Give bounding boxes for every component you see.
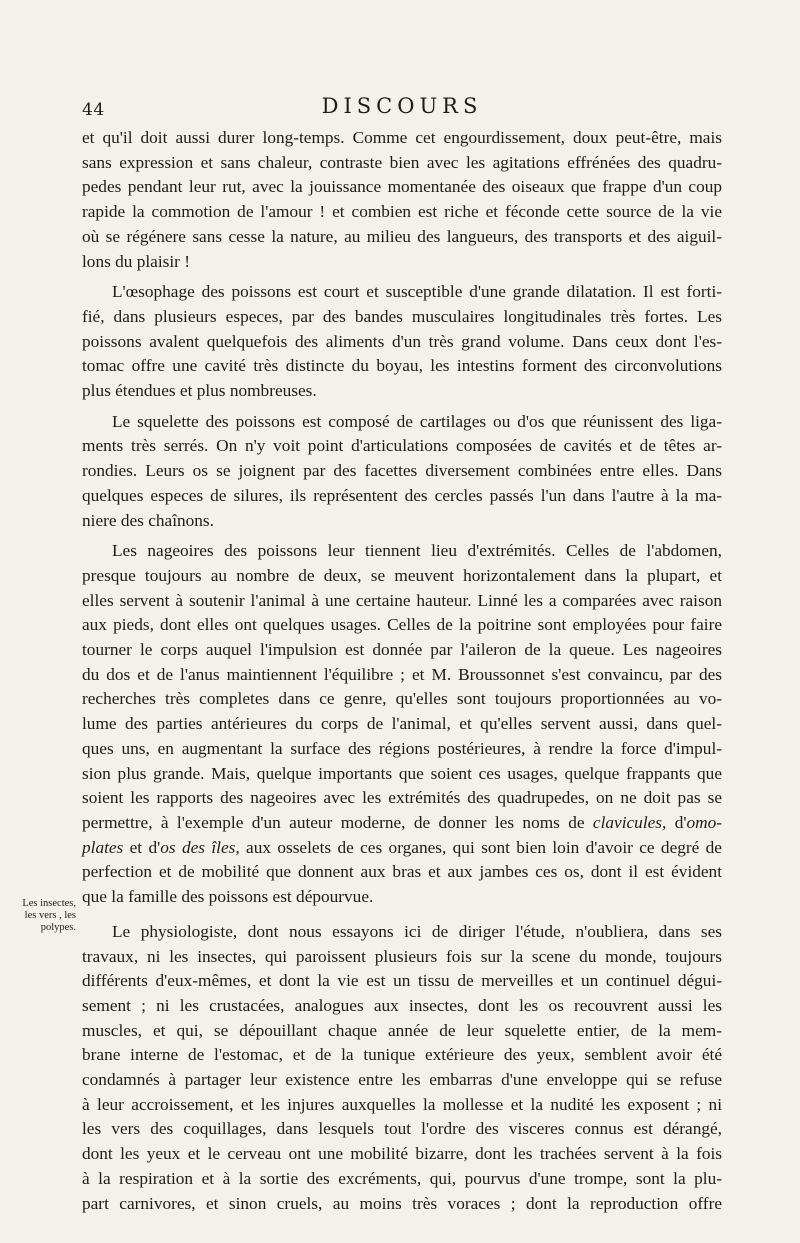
paragraph-1 bbox=[82, 126, 722, 274]
running-head: DISCOURS bbox=[321, 94, 483, 118]
text-line: les vers des coquillages, dans lesquels tout l'ordre des visceres connus est dérangé, bbox=[82, 1119, 722, 1139]
text-line: elles servent à soutenir l'animal à une certaine hauteur. Linné les a comparées avec raison bbox=[82, 590, 722, 610]
text-line: sion plus grande. Mais, quelque importants que soient ces usages, quelque frappants que bbox=[82, 763, 722, 783]
text-line: pedes pendant leur rut, avec la jouissance momentanée des oiseaux que frappe d'un coup bbox=[82, 177, 722, 197]
text-line: lons du plaisir ! bbox=[82, 251, 190, 271]
text-line: Le physiologiste, dont nous essayons ici de diriger l'étude, n'oubliera, dans ses bbox=[112, 921, 722, 941]
text-line: muscles, et qui, se dépouillant chaque année de leur squelette entier, de la mem- bbox=[82, 1020, 722, 1040]
text-line: sans expression et sans chaleur, contraste bien avec les agitations effrénées des quadru- bbox=[82, 152, 722, 172]
text-line: soient les rapports des nageoires avec les extrémités des quadrupedes, on ne doit pas se bbox=[82, 788, 722, 808]
text-line: tomac offre une cavité très distincte du boyau, les intestins forment des circonvolutions bbox=[82, 356, 722, 376]
text-line: poissons avalent quelquefois des aliments d'un très grand volume. Dans ceux dont l'es- bbox=[82, 331, 722, 351]
text-line: différents d'eux-mêmes, et dont la vie est un tissu de merveilles et un continuel dégui- bbox=[82, 971, 722, 991]
text-line: dont les yeux et le cerveau ont une mobilité bizarre, dont les trachées servent à la fois bbox=[82, 1144, 722, 1164]
page-number: 44 bbox=[82, 100, 105, 120]
paragraph-3 bbox=[82, 410, 722, 534]
text-line: que la famille des poissons est dépourvue. bbox=[82, 887, 374, 907]
margin-note: Les insectes, les vers , les polypes. bbox=[22, 898, 76, 933]
text-line: brane interne de l'estomac, et de la tunique extérieure des yeux, semblent avoir été bbox=[82, 1045, 722, 1065]
text-line: à leur accroissement, et les injures auxquelles la mollesse et la nudité les exposent ; ni bbox=[82, 1094, 722, 1114]
text-line: plates et d'os des îles, aux osselets de ces organes, qui sont bien loin d'avoir ce degré de bbox=[82, 837, 722, 857]
text-line: lume des parties antérieures du corps de l'animal, et qu'elles servent aussi, dans quel- bbox=[82, 714, 722, 734]
text-line: L'œsophage des poissons est court et susceptible d'une grande dilatation. Il est forti- bbox=[112, 282, 722, 302]
text-line: rondies. Leurs os se joignent par des facettes diversement combinées entre elles. Dans bbox=[82, 461, 722, 481]
text-line: sement ; ni les crustacées, analogues aux insectes, dont les os recouvrent aussi les bbox=[82, 995, 722, 1015]
page-header bbox=[82, 92, 722, 126]
paragraph-5 bbox=[82, 920, 722, 1216]
text-line: du dos et de l'anus maintiennent l'équilibre ; et M. Broussonnet s'est convaincu, par des bbox=[82, 664, 722, 684]
text-line: condamnés à partager leur existence entre les embarras d'une enveloppe qui se refuse bbox=[82, 1070, 722, 1090]
text-line: fié, dans plusieurs especes, par des bandes musculaires longitudinales très fortes. Les bbox=[82, 306, 722, 326]
text-line: quelques especes de silures, ils représentent des cercles passés l'un dans l'autre à la ma- bbox=[82, 485, 722, 505]
text-line: à la respiration et à la sortie des excréments, qui, pourvus d'une trompe, sont la plu- bbox=[82, 1168, 722, 1188]
text-line: presque toujours au nombre de deux, se meuvent horizontalement dans la plupart, et bbox=[82, 565, 722, 585]
paragraph-2 bbox=[82, 280, 722, 404]
text-line: rapide la commotion de l'amour ! et combien est riche et féconde cette source de la vie bbox=[82, 202, 722, 222]
body-text bbox=[82, 126, 722, 1216]
text-line: part carnivores, et sinon cruels, au moins très voraces ; dont la reproduction offre bbox=[82, 1193, 722, 1213]
text-line: recherches très completes dans ce genre, qu'elles sont toujours proportionnées au vo- bbox=[82, 689, 722, 709]
text-line: aux pieds, dont elles ont quelques usages. Celles de la poitrine sont employées pour faire bbox=[82, 615, 722, 635]
text-line: perfection et de mobilité que donnent aux bras et aux jambes ces os, dont il est évident bbox=[82, 862, 722, 882]
text-line: niere des chaînons. bbox=[82, 510, 214, 530]
text-line: permettre, à l'exemple d'un auteur moderne, de donner les noms de clavicules, d'omo- bbox=[82, 812, 722, 832]
text-line: plus étendues et plus nombreuses. bbox=[82, 381, 317, 401]
text-line: ques uns, en augmentant la surface des régions postérieures, à rendre la force d'impul- bbox=[82, 738, 722, 758]
paragraph-4 bbox=[82, 539, 722, 910]
text-line: ments très serrés. On n'y voit point d'articulations composées de cavités et de têtes ar- bbox=[82, 436, 722, 456]
text-line: travaux, ni les insectes, qui paroissent plusieurs fois sur la scene du monde, toujours bbox=[82, 946, 722, 966]
text-line: Le squelette des poissons est composé de cartilages ou d'os que réunissent des liga- bbox=[112, 411, 722, 431]
text-line: où se régénere sans cesse la nature, au milieu des langueurs, des transports et des aiguil- bbox=[82, 226, 722, 246]
text-line: tourner le corps auquel l'impulsion est donnée par l'aileron de la queue. Les nageoires bbox=[82, 640, 722, 660]
text-line: et qu'il doit aussi durer long-temps. Comme cet engourdissement, doux peut-être, mais bbox=[82, 128, 722, 147]
text-line: Les nageoires des poissons leur tiennent lieu d'extrémités. Celles de l'abdomen, bbox=[112, 541, 722, 561]
